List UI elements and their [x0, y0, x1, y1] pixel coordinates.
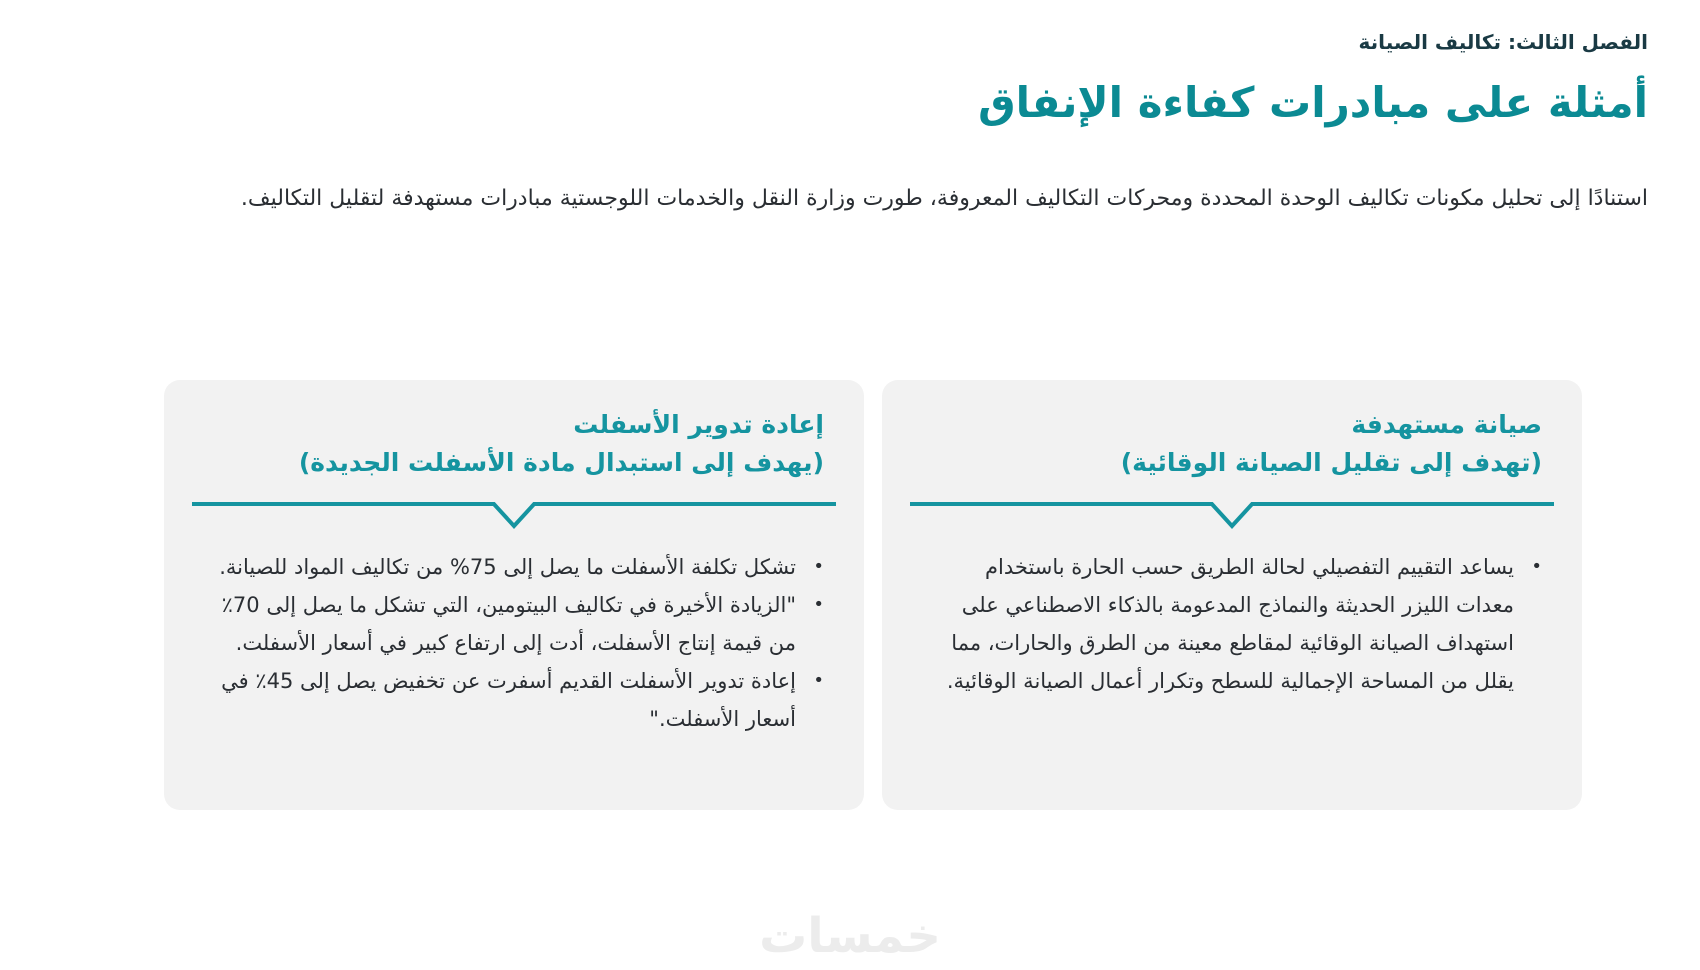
card-bullet-list: [204, 548, 824, 738]
watermark-logo: خمسات: [759, 908, 941, 964]
card-subtitle: (تهدف إلى تقليل الصيانة الوقائية): [1120, 448, 1542, 477]
list-item: [204, 662, 824, 738]
targeted-maintenance-card: [882, 380, 1582, 810]
card-title: صيانة مستهدفة: [1351, 410, 1542, 439]
bullet-text: يساعد التقييم التفصيلي لحالة الطريق حسب الحارة باستخدام معدات الليزر الحديثة والنماذج المدعومة بالذكاء الاصطناعي على استهداف الصيانة الوقائية لمقاطع معينة من الطرق والحارات، مما يقلل من المساحة الإجمالية للسطح وتكرار أعمال الصيانة الوقائية.: [946, 555, 1514, 693]
chapter-label: الفصل الثالث: تكاليف الصيانة: [1358, 30, 1648, 54]
card-divider: [910, 502, 1554, 532]
bullet-text: "الزيادة الأخيرة في تكاليف البيتومين، التي تشكل ما يصل إلى 70٪ من قيمة إنتاج الأسفلت، أدت إلى ارتفاع كبير في أسعار الأسفلت.: [221, 593, 796, 655]
bullet-icon: •: [813, 556, 824, 577]
card-subtitle: (يهدف إلى استبدال مادة الأسفلت الجديدة): [298, 448, 824, 477]
list-item: [204, 586, 824, 662]
bullet-text: إعادة تدوير الأسفلت القديم أسفرت عن تخفيض يصل إلى 45٪ في أسعار الأسفلت.": [221, 669, 796, 731]
asphalt-recycling-card: [164, 380, 864, 810]
bullet-icon: •: [813, 670, 824, 691]
card-title: إعادة تدوير الأسفلت: [573, 410, 824, 439]
card-divider: [192, 502, 836, 532]
bullet-text: تشكل تكلفة الأسفلت ما يصل إلى 75% من تكاليف المواد للصيانة.: [219, 555, 796, 579]
bullet-icon: •: [813, 594, 824, 615]
card-bullet-list: [922, 548, 1542, 700]
card-header: [922, 406, 1542, 482]
list-item: [204, 548, 824, 586]
page-title: أمثلة على مبادرات كفاءة الإنفاق: [978, 78, 1648, 127]
list-item: [922, 548, 1542, 700]
card-header: [204, 406, 824, 482]
intro-paragraph: استنادًا إلى تحليل مكونات تكاليف الوحدة المحددة ومحركات التكاليف المعروفة، طورت وزارة النقل والخدمات اللوجستية مبادرات مستهدفة لتقليل التكاليف.: [240, 186, 1648, 211]
bullet-icon: •: [1531, 556, 1542, 577]
